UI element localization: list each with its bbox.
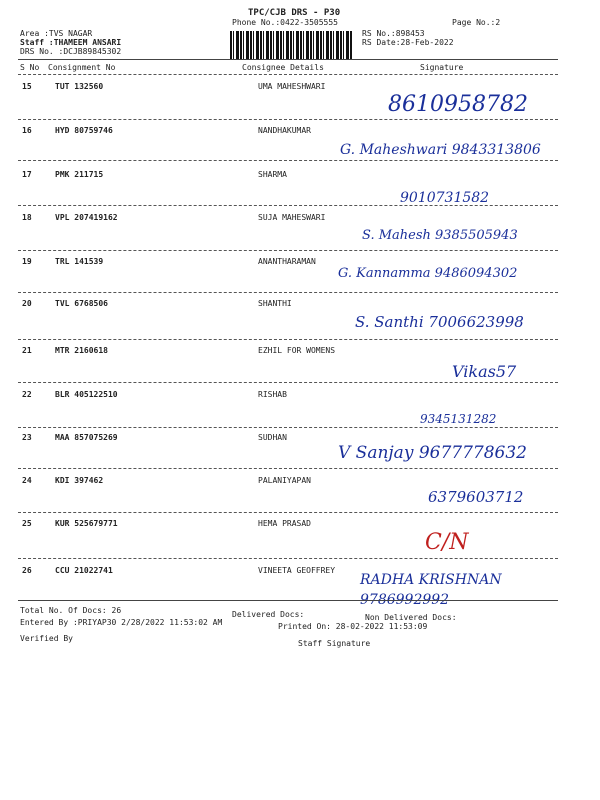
row-consignee: HEMA PRASAD bbox=[258, 519, 311, 528]
row-sno: 21 bbox=[22, 346, 32, 355]
row-consignment: TRL 141539 bbox=[55, 257, 104, 266]
row-signature: G. Maheshwari 9843313806 bbox=[340, 142, 541, 158]
row-signature: Vikas57 bbox=[452, 362, 517, 381]
row-signature: 9010731582 bbox=[400, 190, 490, 206]
row-consignment: TUT 132560 bbox=[55, 82, 104, 91]
row-divider bbox=[18, 427, 558, 428]
staff-signature: Staff Signature bbox=[298, 639, 371, 648]
row-divider bbox=[18, 382, 558, 383]
row-signature: RADHA KRISHNAN 9786992992 bbox=[360, 572, 502, 608]
row-consignee: SUDHAN bbox=[258, 433, 287, 442]
row-sno: 25 bbox=[22, 519, 32, 528]
row-divider bbox=[18, 558, 558, 559]
row-consignee: RISHAB bbox=[258, 390, 287, 399]
total-docs: Total No. Of Docs: 26 bbox=[20, 606, 122, 615]
row-divider bbox=[18, 160, 558, 161]
area-label: Area :TVS NAGAR bbox=[20, 29, 93, 38]
header-divider bbox=[18, 59, 558, 60]
row-sno: 23 bbox=[22, 433, 32, 442]
row-sno: 17 bbox=[22, 170, 32, 179]
row-signature: G. Kannamma 9486094302 bbox=[338, 266, 518, 281]
non-delivered-docs: Non Delivered Docs: bbox=[365, 613, 457, 622]
staff-label: Staff :THAMEEM ANSARI bbox=[20, 38, 122, 47]
row-divider bbox=[18, 512, 558, 513]
delivered-docs: Delivered Docs: bbox=[232, 610, 305, 619]
row-divider bbox=[18, 339, 558, 340]
row-sno: 26 bbox=[22, 566, 32, 575]
row-divider bbox=[18, 468, 558, 469]
row-consignee: ANANTHARAMAN bbox=[258, 257, 316, 266]
row-sno: 24 bbox=[22, 476, 32, 485]
row-consignee: SUJA MAHESWARI bbox=[258, 213, 326, 222]
row-consignee: SHARMA bbox=[258, 170, 287, 179]
row-consignment: PMK 211715 bbox=[55, 170, 104, 179]
row-divider bbox=[18, 292, 558, 293]
col-header-consignee: Consignee Details bbox=[242, 63, 324, 72]
row-consignment: KUR 525679771 bbox=[55, 519, 118, 528]
rs-number: RS No.:898453 bbox=[362, 29, 425, 38]
row-sno: 20 bbox=[22, 299, 32, 308]
row-consignment: KDI 397462 bbox=[55, 476, 104, 485]
row-signature: 9345131282 bbox=[420, 412, 497, 426]
row-signature: C/N bbox=[425, 530, 469, 555]
col-header-signature: Signature bbox=[420, 63, 464, 72]
row-divider bbox=[18, 250, 558, 251]
row-signature: S. Santhi 7006623998 bbox=[355, 313, 524, 331]
document-title: TPC/CJB DRS - P30 bbox=[248, 8, 341, 18]
row-signature: V Sanjay 9677778632 bbox=[338, 443, 527, 463]
row-consignment: TVL 6768506 bbox=[55, 299, 108, 308]
row-sno: 18 bbox=[22, 213, 32, 222]
row-consignee: PALANIYAPAN bbox=[258, 476, 311, 485]
entered-by: Entered By :PRIYAP30 2/28/2022 11:53:02 AM bbox=[20, 618, 223, 627]
row-consignee: NANDHAKUMAR bbox=[258, 126, 311, 135]
row-consignee: UMA MAHESHWARI bbox=[258, 82, 326, 91]
row-signature: 8610958782 bbox=[388, 92, 528, 117]
table-bottom-divider bbox=[18, 600, 558, 601]
row-sno: 19 bbox=[22, 257, 32, 266]
row-divider bbox=[18, 205, 558, 206]
col-header-consignment: Consignment No bbox=[48, 63, 116, 72]
page-number: Page No.:2 bbox=[452, 18, 501, 27]
row-consignee: EZHIL FOR WOMENS bbox=[258, 346, 336, 355]
row-sno: 15 bbox=[22, 82, 32, 91]
row-consignee: VINEETA GEOFFREY bbox=[258, 566, 336, 575]
phone-number: Phone No.:0422-3505555 bbox=[232, 18, 338, 27]
verified-by: Verified By bbox=[20, 634, 73, 643]
row-consignment: MTR 2160618 bbox=[55, 346, 108, 355]
rs-date: RS Date:28-Feb-2022 bbox=[362, 38, 454, 47]
barcode bbox=[230, 31, 352, 59]
row-sno: 16 bbox=[22, 126, 32, 135]
printed-on: Printed On: 28-02-2022 11:53:09 bbox=[278, 622, 428, 631]
row-signature: S. Mahesh 9385505943 bbox=[362, 228, 518, 243]
row-consignment: MAA 857075269 bbox=[55, 433, 118, 442]
row-consignment: VPL 207419162 bbox=[55, 213, 118, 222]
row-sno: 22 bbox=[22, 390, 32, 399]
row-consignment: BLR 405122510 bbox=[55, 390, 118, 399]
column-divider bbox=[18, 74, 558, 75]
row-consignee: SHANTHI bbox=[258, 299, 292, 308]
row-consignment: HYD 80759746 bbox=[55, 126, 113, 135]
drs-number: DRS No. :DCJB89845302 bbox=[20, 47, 122, 56]
row-signature: 6379603712 bbox=[428, 488, 524, 506]
row-consignment: CCU 21022741 bbox=[55, 566, 113, 575]
row-divider bbox=[18, 119, 558, 120]
col-header-sno: S No bbox=[20, 63, 40, 72]
